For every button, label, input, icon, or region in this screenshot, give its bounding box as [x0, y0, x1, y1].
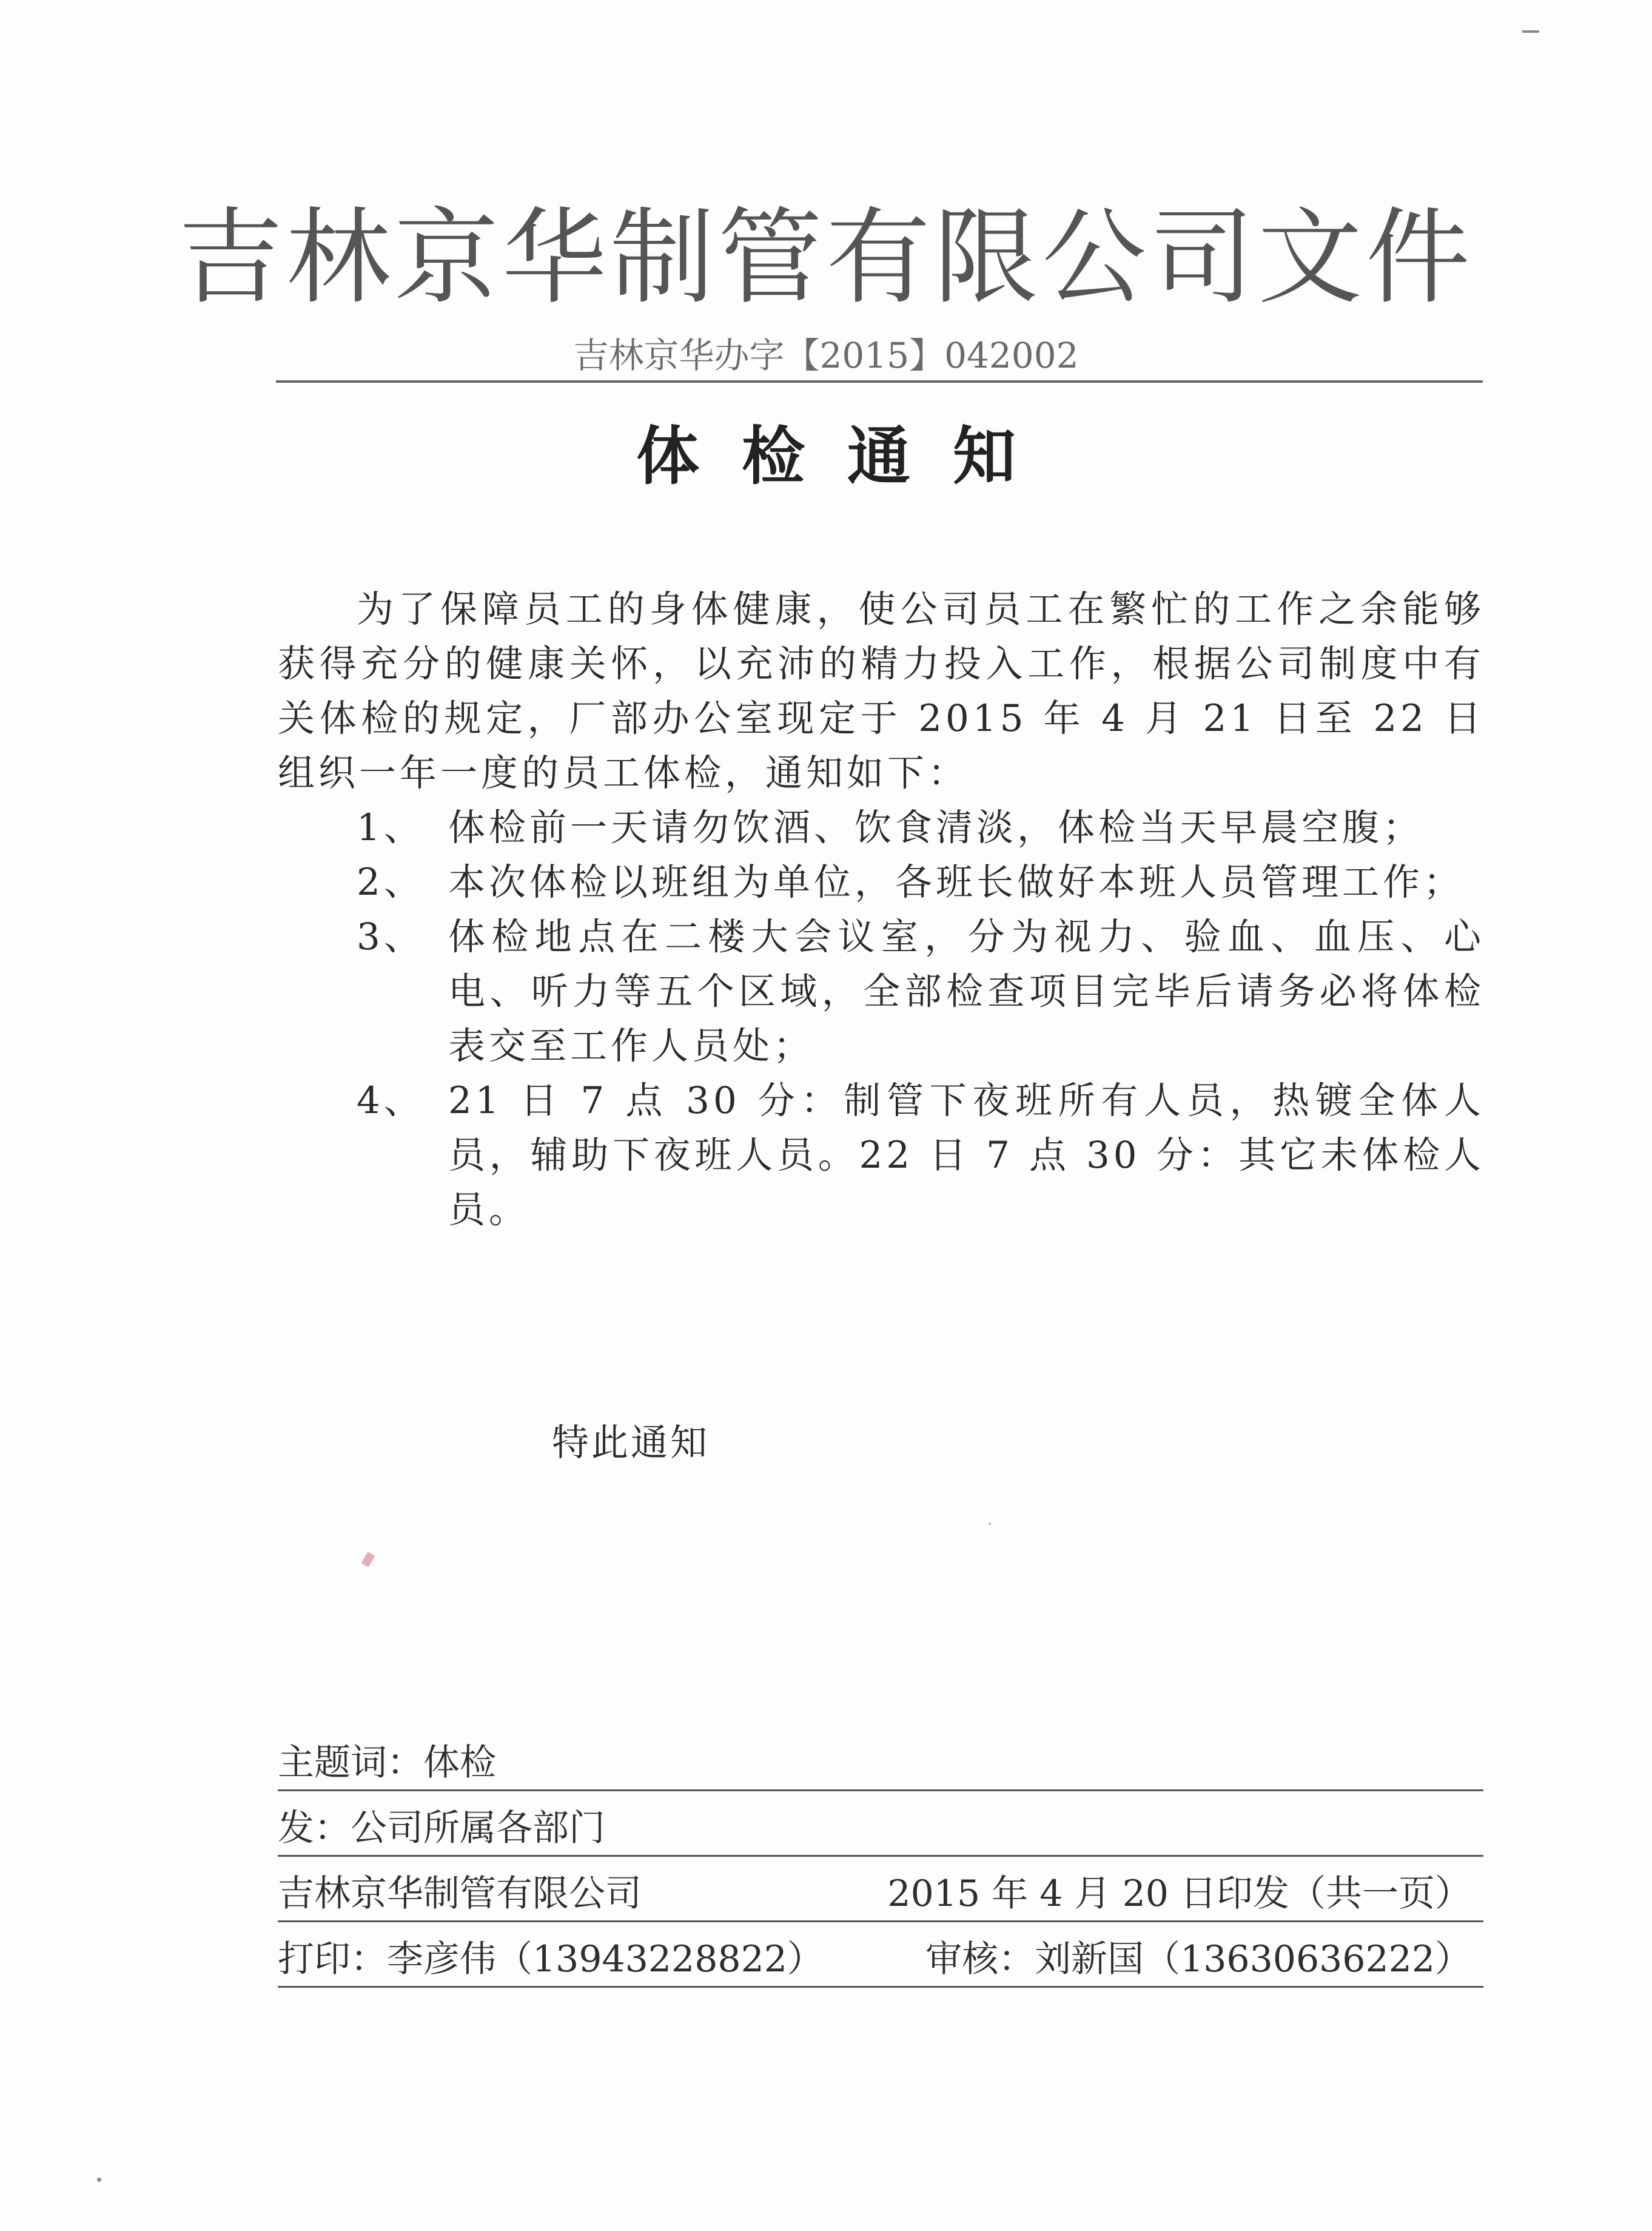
- scan-speck: [989, 1523, 991, 1525]
- notice-title: 体检通知: [636, 419, 1058, 493]
- subject-keywords: 主题词：体检: [278, 1741, 496, 1784]
- list-item: [278, 1074, 1485, 1237]
- list-item-number: 3、: [357, 915, 425, 958]
- header-divider: [276, 380, 1483, 383]
- document-number: 吉林京华办字【2015】042002: [573, 335, 1079, 376]
- scan-mark: [1522, 30, 1539, 33]
- list-item-text: 本次体检以班组为单位，各班长做好本班人员管理工作；: [448, 861, 1465, 904]
- ink-mark: [361, 1552, 375, 1567]
- distribution: 发：公司所属各部门: [278, 1807, 605, 1849]
- footer-signoff-row: [278, 1922, 1483, 1988]
- organization-title: 吉林京华制管有限公司文件: [178, 197, 1474, 318]
- list-item-number: 2、: [357, 861, 425, 904]
- list-item: [278, 910, 1485, 1074]
- list-item: [278, 855, 1485, 910]
- issue-date: 2015 年 4 月 20 日印发（共一页）: [887, 1873, 1471, 1915]
- list-item: [278, 801, 1485, 855]
- list-item-number: 4、: [357, 1079, 425, 1122]
- footer-issuer-row: [278, 1857, 1483, 1922]
- reviewed-by: 审核：刘新国（13630636222）: [925, 1938, 1471, 1980]
- closing-text: 特此通知: [552, 1421, 710, 1464]
- document-footer: [278, 1726, 1483, 1988]
- footer-distribution-row: [278, 1791, 1483, 1857]
- list-item-number: 1、: [357, 806, 425, 849]
- list-item-text: 体检前一天请勿饮酒、饮食清淡，体检当天早晨空腹；: [448, 806, 1424, 849]
- scan-speck: [97, 2178, 101, 2182]
- list-item-text: 体检地点在二楼大会议室，分为视力、验血、血压、心电、听力等五个区域，全部检查项目完毕后请务必将体检表交至工作人员处；: [448, 915, 1485, 1068]
- footer-subject-row: [278, 1726, 1483, 1791]
- printed-by: 打印：李彦伟（13943228822）: [278, 1938, 824, 1980]
- notice-body: [278, 582, 1485, 1237]
- issuer: 吉林京华制管有限公司: [278, 1873, 642, 1915]
- intro-paragraph: 为了保障员工的身体健康，使公司员工在繁忙的工作之余能够获得充分的健康关怀，以充沛的精力投入工作，根据公司制度中有关体检的规定，厂部办公室现定于 2015 年 4 月 21 日至 22 日组织一年一度的员工体检，通知如下：: [278, 588, 1485, 795]
- list-item-text: 21 日 7 点 30 分：制管下夜班所有人员，热镀全体人员，辅助下夜班人员。22 日 7 点 30 分：其它未体检人员。: [448, 1079, 1485, 1231]
- notice-items: [278, 801, 1485, 1237]
